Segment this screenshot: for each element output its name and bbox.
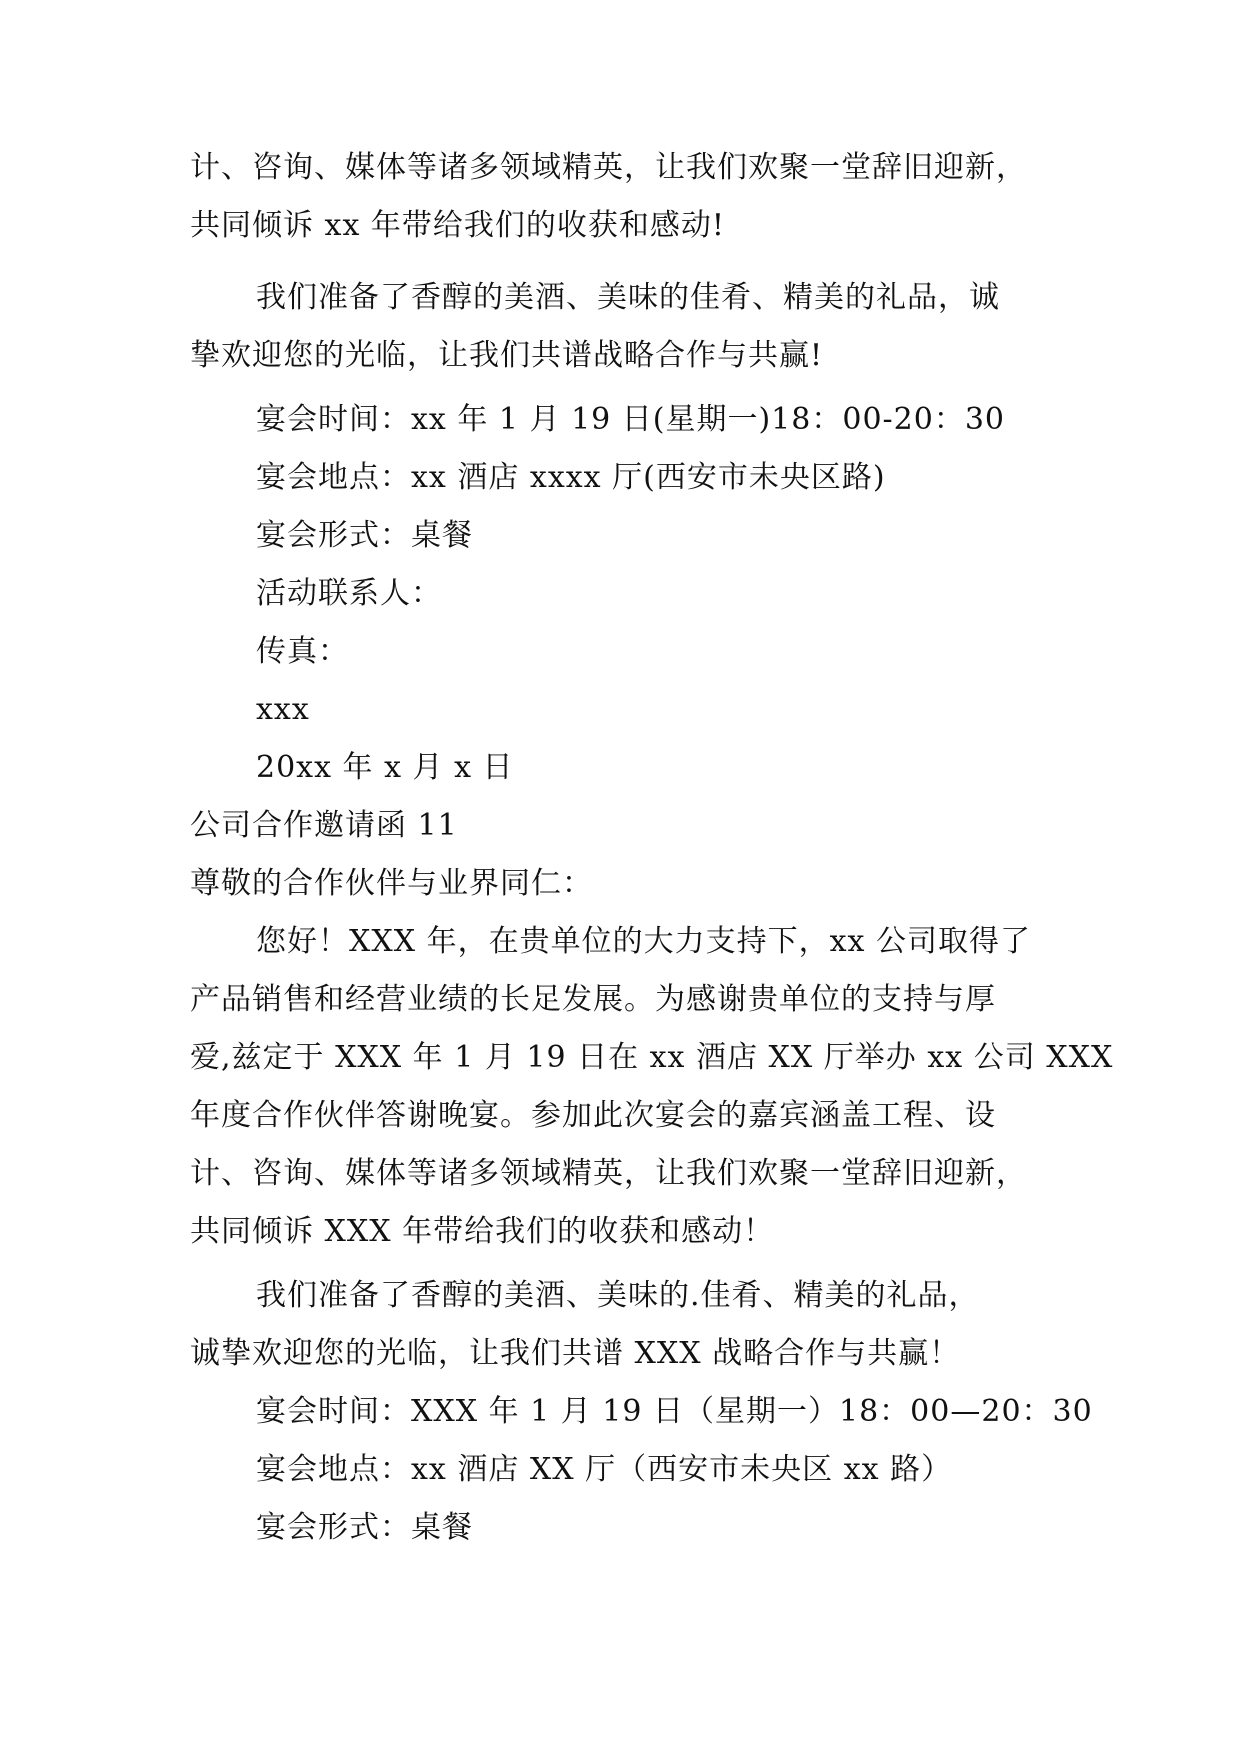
text-line: 宴会时间：xx 年 1 月 19 日(星期一)18：00-20：30 — [256, 402, 1006, 437]
text-line: 20xx 年 x 月 x 日 — [256, 750, 514, 785]
text-line: 传真： — [256, 634, 349, 669]
text-line: 共同倾诉 xx 年带给我们的收获和感动! — [190, 208, 725, 243]
text-line: 共同倾诉 XXX 年带给我们的收获和感动！ — [190, 1214, 775, 1249]
text-line: 宴会地点：xx 酒店 XX 厅（西安市未央区 xx 路） — [256, 1452, 953, 1487]
text-line: 宴会形式：桌餐 — [256, 518, 473, 553]
text-line: 计、咨询、媒体等诸多领域精英，让我们欢聚一堂辞旧迎新， — [190, 150, 1027, 185]
text-line: xxx — [256, 692, 310, 727]
text-line: 年度合作伙伴答谢晚宴。参加此次宴会的嘉宾涵盖工程、设 — [190, 1098, 996, 1133]
text-line: 爱,兹定于 XXX 年 1 月 19 日在 xx 酒店 XX 厅举办 xx 公司 XXX — [190, 1040, 1114, 1075]
salutation: 尊敬的合作伙伴与业界同仁： — [190, 866, 593, 901]
text-line: 我们准备了香醇的美酒、美味的佳肴、精美的礼品，诚 — [256, 280, 1000, 315]
text-line: 计、咨询、媒体等诸多领域精英，让我们欢聚一堂辞旧迎新， — [190, 1156, 1027, 1191]
text-line: 诚挚欢迎您的光临，让我们共谱 XXX 战略合作与共赢！ — [190, 1336, 961, 1371]
text-line: 我们准备了香醇的美酒、美味的.佳肴、精美的礼品， — [256, 1278, 980, 1313]
text-line: 宴会形式：桌餐 — [256, 1510, 473, 1545]
text-line: 活动联系人： — [256, 576, 442, 611]
text-line: 宴会时间：XXX 年 1 月 19 日（星期一）18：00—20：30 — [256, 1394, 1093, 1429]
text-line: 产品销售和经营业绩的长足发展。为感谢贵单位的支持与厚 — [190, 982, 996, 1017]
text-line: 宴会地点：xx 酒店 xxxx 厅(西安市未央区路) — [256, 460, 886, 495]
text-line: 您好！XXX 年，在贵单位的大力支持下，xx 公司取得了 — [256, 924, 1031, 959]
text-line: 挚欢迎您的光临，让我们共谱战略合作与共赢! — [190, 338, 824, 373]
section-title: 公司合作邀请函 11 — [190, 808, 458, 843]
